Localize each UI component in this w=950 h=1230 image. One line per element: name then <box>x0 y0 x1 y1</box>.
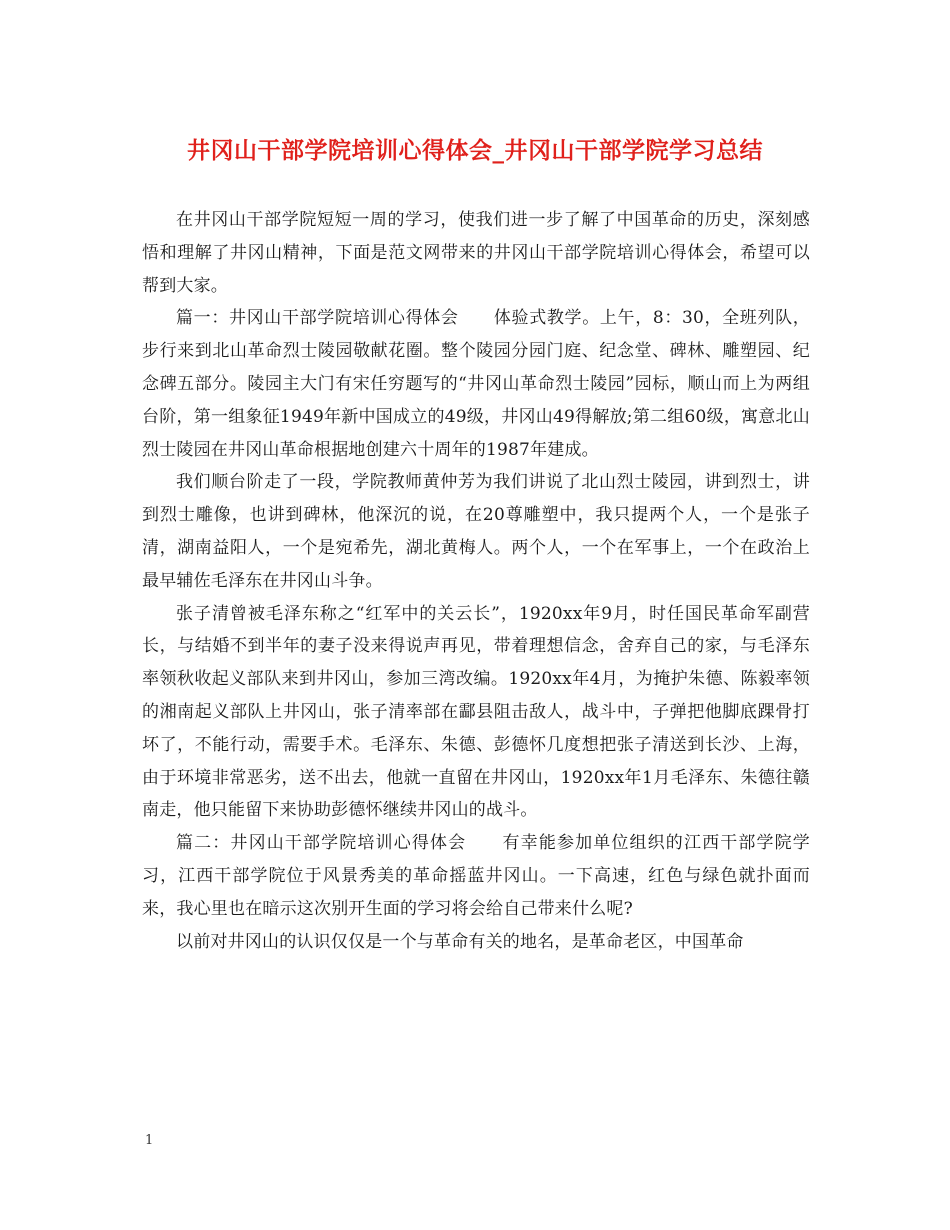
paragraph-impression: 以前对井冈山的认识仅仅是一个与革命有关的地名，是革命老区，中国革命 <box>176 931 744 952</box>
document-title: 井冈山干部学院培训心得体会_井冈山干部学院学习总结 <box>187 138 763 164</box>
paragraph-teacher-talk: 我们顺台阶走了一段，学院教师黄仲芳为我们讲说了北山烈士陵园，讲到烈士，讲到烈士雕像，也讲到碑林，他深沉的说，在20尊雕塑中，我只提两个人，一个是张子清，湖南益阳人，一个是宛希先，湖北黄梅人。两个人，一个在军事上，一个在政治上最早辅佐毛泽东在井冈山斗争。 <box>142 472 810 591</box>
paragraph-part-two: 篇二：井冈山干部学院培训心得体会 有幸能参加单位组织的江西干部学院学习，江西干部学院位于风景秀美的革命摇蓝井冈山。一下高速，红色与绿色就扑面而来，我心里也在暗示这次别开生面的学习将会给自己带来什么呢? <box>142 833 810 919</box>
paragraph-intro: 在井冈山干部学院短短一周的学习，使我们进一步了解了中国革命的历史，深刻感悟和理解了井冈山精神，下面是范文网带来的井冈山干部学院培训心得体会，希望可以帮到大家。 <box>142 210 810 296</box>
paragraph-part-one: 篇一：井冈山干部学院培训心得体会 体验式教学。上午，8：30，全班列队，步行来到北山革命烈士陵园敬献花圈。整个陵园分园门庭、纪念堂、碑林、雕塑园、纪念碑五部分。陵园主大门有宋任穷题写的“井冈山革命烈士陵园”园标，顺山而上为两组台阶，第一组象征1949年新中国成立的49级，井冈山49得解放;第二组60级，寓意北山烈士陵园在井冈山革命根据地创建六十周年的1987年建成。 <box>142 308 810 460</box>
page-number: 1 <box>145 1133 154 1148</box>
document-body <box>142 204 810 958</box>
paragraph-zhang-ziqing: 张子清曾被毛泽东称之“红军中的关云长”，1920xx年9月，时任国民革命军副营长，与结婚不到半年的妻子没来得说声再见，带着理想信念，舍弃自己的家，与毛泽东率领秋收起义部队来到井冈山，参加三湾改编。1920xx年4月，为掩护朱德、陈毅率领的湘南起义部队上井冈山，张子清率部在酃县阻击敌人，战斗中，子弹把他脚底踝骨打坏了，不能行动，需要手术。毛泽东、朱德、彭德怀几度想把张子清送到长沙、上海，由于环境非常恶劣，送不出去，他就一直留在井冈山，1920xx年1月毛泽东、朱德往赣南走，他只能留下来协助彭德怀继续井冈山的战斗。 <box>142 603 810 821</box>
